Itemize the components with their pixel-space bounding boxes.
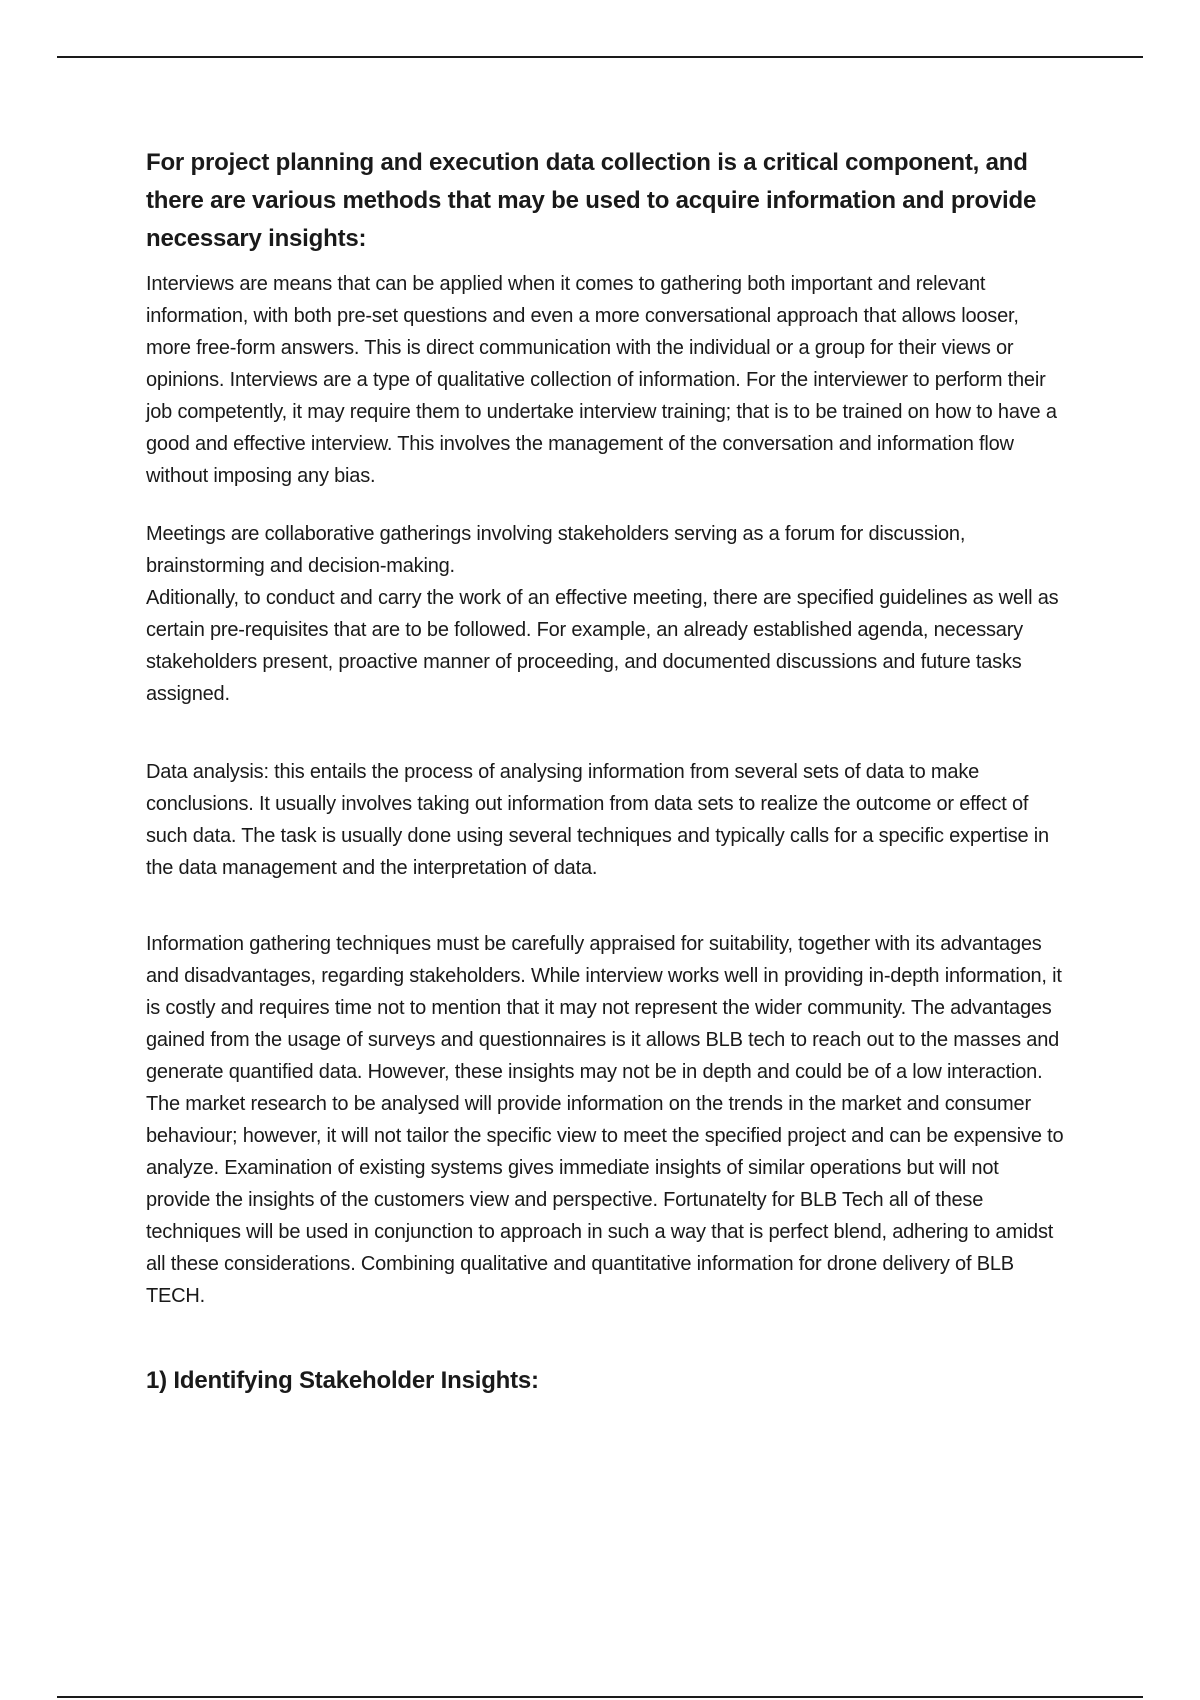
document-body <box>146 144 1066 1398</box>
paragraph-interviews: Interviews are means that can be applied when it comes to gathering both important and relevant information, with both pre-set questions and even a more conversational approach that allows looser, more free-form answers. This is direct communication with the individual or a group for their views or opinions. Interviews are a type of qualitative collection of information. For the interviewer to perform their job competently, it may require them to undertake interview training; that is to be trained on how to have a good and effective interview. This involves the management of the conversation and information flow without imposing any bias. <box>146 273 1057 487</box>
paragraph-information-gathering: Information gathering techniques must be carefully appraised for suitability, together with its advantages and disadvantages, regarding stakeholders. While interview works well in providing in-depth information, it is costly and requires time not to mention that it may not represent the wider community. The advantages gained from the usage of surveys and questionnaires is it allows BLB tech to reach out to the masses and generate quantified data. However, these insights may not be in depth and could be of a low interaction. The market research to be analysed will provide information on the trends in the market and consumer behaviour; however, it will not tailor the specific view to meet the specified project and can be expensive to analyze. Examination of existing systems gives immediate insights of similar operations but will not provide the insights of the customers view and perspective. Fortunatelty for BLB Tech all of these techniques will be used in conjunction to approach in such a way that is perfect blend, adhering to amidst all these considerations. Combining qualitative and quantitative information for drone delivery of BLB TECH. <box>146 933 1064 1307</box>
paragraph-data-analysis: Data analysis: this entails the process of analysing information from several sets of data to make conclusions. It usually involves taking out information from data sets to realize the outcome or effect of such data. The task is usually done using several techniques and typically calls for a specific expertise in the data management and the interpretation of data. <box>146 761 1049 879</box>
paragraph-meetings-additional: Aditionally, to conduct and carry the work of an effective meeting, there are specified guidelines as well as certain pre-requisites that are to be followed. For example, an already established agenda, necessary stakeholders present, proactive manner of proceeding, and documented discussions and future tasks assigned. <box>146 587 1059 705</box>
section-heading-stakeholder-insights: 1) Identifying Stakeholder Insights: <box>146 1367 539 1394</box>
document-heading: For project planning and execution data collection is a critical component, and there are various methods that may be used to acquire information and provide necessary insights: <box>146 149 1037 252</box>
header-rule <box>57 56 1143 58</box>
footer-rule <box>57 1696 1143 1698</box>
paragraph-meetings: Meetings are collaborative gatherings involving stakeholders serving as a forum for discussion, brainstorming and decision-making. <box>146 523 966 577</box>
